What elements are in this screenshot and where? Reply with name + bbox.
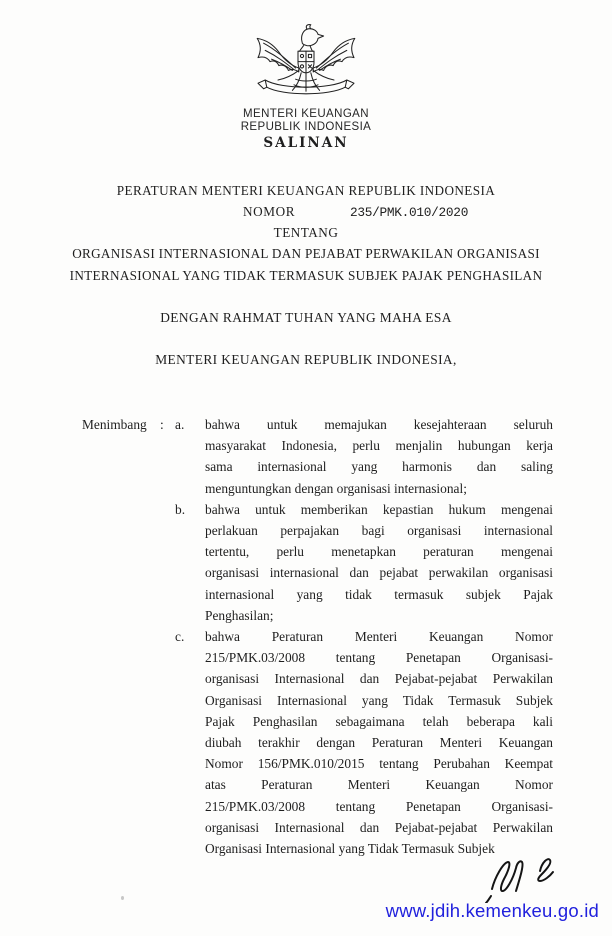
item-letter: a. <box>175 417 185 432</box>
scan-speck <box>121 896 124 900</box>
body-line: Nomor 156/PMK.010/2015 tentang Perubahan Keempat <box>205 756 553 772</box>
considering-colon: : <box>160 417 164 432</box>
considering-label: Menimbang <box>82 417 147 432</box>
authority-line: MENTERI KEUANGAN REPUBLIK INDONESIA, <box>155 352 457 367</box>
body-line: Organisasi Internasional yang Tidak Termasuk Subjek <box>205 841 495 857</box>
body-line: 215/PMK.03/2008 tentang Penetapan Organisasi- <box>205 798 553 814</box>
body-line: organisasi Internasional dan Pejabat-pejabat Perwakilan <box>205 671 553 687</box>
body-line: internasional yang tidak termasuk subjek Pajak <box>205 586 553 602</box>
considering-items <box>175 414 553 859</box>
body-line: menguntungkan dengan organisasi internasional; <box>205 480 467 496</box>
body-line: sama internasional yang harmonis dan saling <box>205 459 553 475</box>
body-line: perlakuan perpajakan bagi organisasi internasional <box>205 523 553 539</box>
regulation-number-value: 235/PMK.010/2020 <box>350 205 469 220</box>
considering-item-b <box>175 499 553 626</box>
item-letter: c. <box>175 629 185 645</box>
body-line: Pajak Penghasilan sebagaimana telah beberapa kali <box>205 713 553 729</box>
invocation-line: DENGAN RAHMAT TUHAN YANG MAHA ESA <box>160 310 452 325</box>
item-text <box>205 499 553 626</box>
body-line: organisasi Internasional dan Pejabat-pejabat Perwakilan <box>205 819 553 835</box>
body-line: diubah terakhir dengan Peraturan Menteri Keuangan <box>205 735 553 751</box>
regulation-subject-line2: INTERNASIONAL YANG TIDAK TERMASUK SUBJEK PAJAK PENGHASILAN <box>69 268 543 283</box>
considering-item-a <box>175 414 553 499</box>
copy-stamp: SALINAN <box>263 135 349 151</box>
regulation-number-line <box>0 204 612 222</box>
garuda-pancasila-icon <box>254 24 358 109</box>
footer-url[interactable]: www.jdih.kemenkeu.go.id <box>385 900 599 921</box>
body-line: masyarakat Indonesia, perlu menjalin hubungan kerja <box>205 438 553 454</box>
body-line: Penghasilan; <box>205 607 274 623</box>
ministry-name-line1: MENTERI KEUANGAN <box>243 108 369 120</box>
body-line: bahwa Peraturan Menteri Keuangan Nomor <box>205 629 553 645</box>
body-line: tertentu, perlu menetapkan peraturan mengenai <box>205 544 553 560</box>
considering-section <box>82 414 553 859</box>
body-line: atas Peraturan Menteri Keuangan Nomor <box>205 777 553 793</box>
regulation-subject-line1: ORGANISASI INTERNASIONAL DAN PEJABAT PERWAKILAN ORGANISASI <box>72 246 540 261</box>
regulation-heading: PERATURAN MENTERI KEUANGAN REPUBLIK INDONESIA <box>116 183 496 198</box>
item-text <box>205 414 553 499</box>
item-text <box>205 626 553 859</box>
ministry-name <box>0 108 612 134</box>
tentang-label: TENTANG <box>273 225 339 240</box>
body-line: organisasi internasional dan pejabat perwakilan organisasi <box>205 565 553 581</box>
ministry-name-line2: REPUBLIK INDONESIA <box>240 121 372 133</box>
item-letter: b. <box>175 501 186 517</box>
considering-item-c <box>175 626 553 859</box>
body-line: 215/PMK.03/2008 tentang Penetapan Organisasi- <box>205 650 553 666</box>
body-line: bahwa untuk memajukan kesejahteraan seluruh <box>205 417 553 432</box>
regulation-number-label: NOMOR <box>243 204 296 219</box>
body-line: bahwa untuk memberikan kepastian hukum mengenai <box>205 501 553 517</box>
body-line: Organisasi Internasional yang Tidak Termasuk Subjek <box>205 692 553 708</box>
